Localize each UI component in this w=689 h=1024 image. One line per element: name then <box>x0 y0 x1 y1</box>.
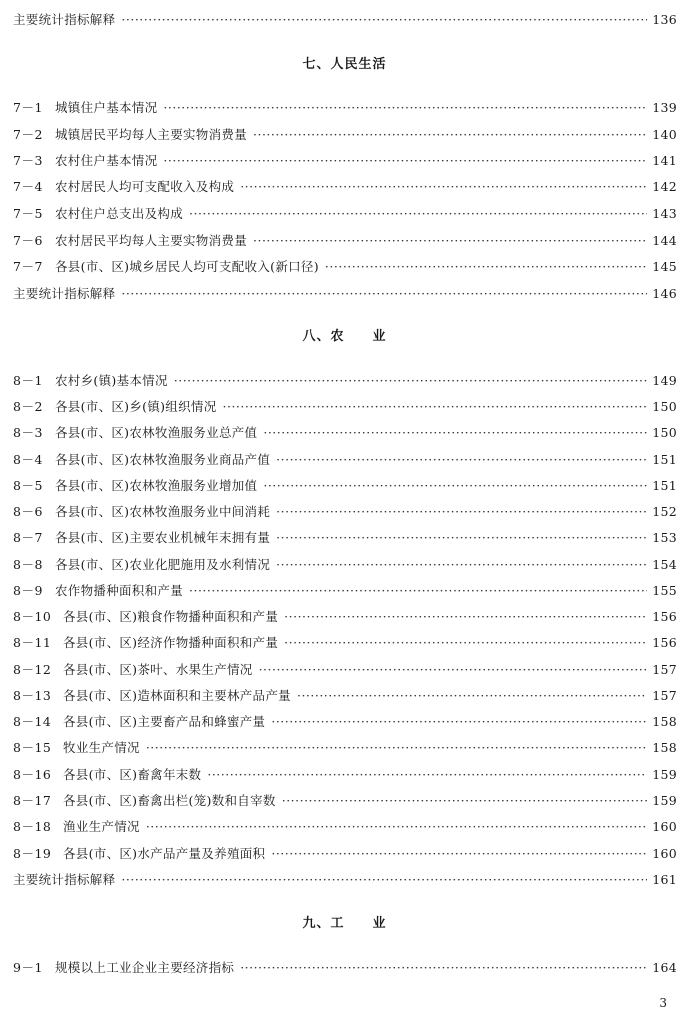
dot-leader <box>253 125 647 145</box>
toc-entry[interactable] <box>13 151 677 171</box>
toc-entry-number: 8－14 <box>13 714 52 729</box>
toc-entry-number: 7－7 <box>13 259 43 274</box>
toc-entry-number: 8－15 <box>13 740 52 755</box>
toc-entry-number: 8－11 <box>13 635 52 650</box>
toc-entry-title: 城镇住户基本情况 <box>55 100 158 115</box>
toc-entry-number: 8－17 <box>13 793 52 808</box>
dot-leader <box>282 791 647 811</box>
dot-leader <box>263 476 647 496</box>
toc-entry-title: 农村居民平均每人主要实物消费量 <box>55 233 248 248</box>
toc-entry-title: 各县(市、区)乡(镇)组织情况 <box>55 399 217 414</box>
toc-entry[interactable] <box>13 528 677 548</box>
dot-leader <box>284 633 647 653</box>
toc-entry-number: 8－4 <box>13 452 43 467</box>
toc-entry-number: 8－16 <box>13 767 52 782</box>
toc-entry-title: 农村居民人均可支配收入及构成 <box>55 179 235 194</box>
toc-entry-title: 农作物播种面积和产量 <box>55 583 184 598</box>
dot-leader <box>276 528 647 548</box>
dot-leader <box>297 686 647 706</box>
dot-leader <box>276 502 647 522</box>
toc-entry-title: 各县(市、区)粮食作物播种面积和产量 <box>63 609 279 624</box>
dot-leader <box>146 738 647 758</box>
toc-entry-page: 140 <box>652 127 677 142</box>
toc-entry-title: 城镇居民平均每人主要实物消费量 <box>55 127 248 142</box>
toc-entry-number: 8－12 <box>13 662 52 677</box>
toc-entry-page: 150 <box>652 399 677 414</box>
toc-entry[interactable] <box>13 581 677 601</box>
toc-entry-title: 各县(市、区)畜禽出栏(笼)数和自宰数 <box>63 793 276 808</box>
toc-entry-title: 规模以上工业企业主要经济指标 <box>55 960 235 975</box>
toc-entry[interactable] <box>13 607 677 627</box>
toc-entry-title: 各县(市、区)畜禽年末数 <box>63 767 202 782</box>
toc-entry-title: 渔业生产情况 <box>63 819 140 834</box>
toc-entry-title: 各县(市、区)主要畜产品和蜂蜜产量 <box>63 714 266 729</box>
toc-entry-page: 160 <box>652 819 677 834</box>
toc-entry-title: 各县(市、区)农林牧渔服务业商品产值 <box>55 452 271 467</box>
toc-entry-title: 牧业生产情况 <box>63 740 140 755</box>
toc-entry[interactable] <box>13 257 677 277</box>
toc-entry-number: 7－2 <box>13 127 43 142</box>
toc-entry-title: 主要统计指标解释 <box>13 12 116 27</box>
dot-leader <box>259 660 647 680</box>
toc-entry[interactable] <box>13 204 677 224</box>
toc-entry-page: 161 <box>652 872 677 887</box>
toc-entry[interactable] <box>13 397 677 417</box>
toc-entry-page: 164 <box>652 960 677 975</box>
section-heading: 八、农 业 <box>302 329 387 344</box>
toc-entry[interactable] <box>13 844 677 864</box>
toc-entry-page: 145 <box>652 259 677 274</box>
toc-entry[interactable] <box>13 125 677 145</box>
toc-entry-number: 8－18 <box>13 819 52 834</box>
dot-leader <box>121 284 647 304</box>
toc-entry[interactable] <box>13 712 677 732</box>
toc-entry[interactable] <box>13 791 677 811</box>
toc-entry-page: 144 <box>652 233 677 248</box>
toc-entry[interactable] <box>13 958 677 978</box>
toc-entry-page: 151 <box>652 478 677 493</box>
toc-entry[interactable] <box>13 371 677 391</box>
dot-leader <box>207 765 647 785</box>
toc-entry-number: 8－9 <box>13 583 43 598</box>
toc-entry-page: 141 <box>652 153 677 168</box>
dot-leader <box>163 151 647 171</box>
toc-entry[interactable] <box>13 10 677 30</box>
toc-entry-number: 8－10 <box>13 609 52 624</box>
toc-entry-page: 151 <box>652 452 677 467</box>
toc-entry-number: 8－7 <box>13 530 43 545</box>
toc-entry-page: 146 <box>652 286 677 301</box>
toc-entry[interactable] <box>13 476 677 496</box>
toc-entry-page: 136 <box>652 12 677 27</box>
toc-entry-number: 8－13 <box>13 688 52 703</box>
dot-leader <box>271 844 647 864</box>
toc-entry-page: 142 <box>652 179 677 194</box>
toc-entry-title: 各县(市、区)经济作物播种面积和产量 <box>63 635 279 650</box>
dot-leader <box>146 817 647 837</box>
dot-leader <box>189 204 647 224</box>
toc-entry[interactable] <box>13 738 677 758</box>
toc-entry-number: 8－3 <box>13 425 43 440</box>
page-number: 3 <box>659 996 667 1010</box>
toc-entry-number: 8－19 <box>13 846 52 861</box>
dot-leader <box>263 423 647 443</box>
toc-entry-page: 158 <box>652 714 677 729</box>
dot-leader <box>174 371 647 391</box>
toc-entry[interactable] <box>13 502 677 522</box>
toc-entry-page: 157 <box>652 662 677 677</box>
toc-entry-page: 160 <box>652 846 677 861</box>
toc-entry-title: 各县(市、区)农林牧渔服务业增加值 <box>55 478 258 493</box>
toc-entry-page: 159 <box>652 793 677 808</box>
toc-entry-title: 各县(市、区)城乡居民人均可支配收入(新口径) <box>55 259 319 274</box>
dot-leader <box>189 581 647 601</box>
toc-entry-page: 156 <box>652 635 677 650</box>
toc-entry[interactable] <box>13 660 677 680</box>
toc-entry-title: 各县(市、区)主要农业机械年末拥有量 <box>55 530 271 545</box>
dot-leader <box>276 450 647 470</box>
toc-entry-title: 各县(市、区)农林牧渔服务业中间消耗 <box>55 504 271 519</box>
toc-entry[interactable] <box>13 450 677 470</box>
dot-leader <box>240 958 647 978</box>
toc-entry-number: 8－8 <box>13 557 43 572</box>
toc-entry-number: 8－6 <box>13 504 43 519</box>
toc-entry-number: 7－1 <box>13 100 43 115</box>
toc-entry-page: 154 <box>652 557 677 572</box>
toc-entry-page: 157 <box>652 688 677 703</box>
toc-entry-title: 各县(市、区)农业化肥施用及水利情况 <box>55 557 271 572</box>
dot-leader <box>240 177 647 197</box>
toc-entry[interactable] <box>13 870 677 890</box>
dot-leader <box>284 607 647 627</box>
dot-leader <box>163 98 647 118</box>
toc-entry-page: 153 <box>652 530 677 545</box>
section-heading: 九、工 业 <box>302 916 387 931</box>
toc-entry-number: 9－1 <box>13 960 43 975</box>
toc-entry[interactable] <box>13 284 677 304</box>
dot-leader <box>121 870 647 890</box>
toc-entry-number: 7－3 <box>13 153 43 168</box>
toc-entry-number: 7－6 <box>13 233 43 248</box>
toc-entry-number: 8－2 <box>13 399 43 414</box>
toc-entry-page: 152 <box>652 504 677 519</box>
toc-entry-page: 159 <box>652 767 677 782</box>
toc-entry-number: 7－5 <box>13 206 43 221</box>
toc-entry-title: 农村住户总支出及构成 <box>55 206 184 221</box>
toc-entry-number: 7－4 <box>13 179 43 194</box>
dot-leader <box>271 712 647 732</box>
toc-entry-page: 149 <box>652 373 677 388</box>
toc-entry-page: 158 <box>652 740 677 755</box>
dot-leader <box>223 397 647 417</box>
toc-entry[interactable] <box>13 765 677 785</box>
toc-entry-title: 各县(市、区)造林面积和主要林产品产量 <box>63 688 291 703</box>
toc-entry[interactable] <box>13 423 677 443</box>
toc-entry-page: 150 <box>652 425 677 440</box>
toc-entry[interactable] <box>13 686 677 706</box>
toc-entry-title: 农村乡(镇)基本情况 <box>55 373 168 388</box>
toc-entry-number: 8－1 <box>13 373 43 388</box>
toc-entry-title: 各县(市、区)农林牧渔服务业总产值 <box>55 425 258 440</box>
section-heading: 七、人民生活 <box>302 57 387 72</box>
toc-entry-page: 155 <box>652 583 677 598</box>
toc-entry-title: 主要统计指标解释 <box>13 286 116 301</box>
toc-entry-number: 8－5 <box>13 478 43 493</box>
toc-entry-title: 农村住户基本情况 <box>55 153 158 168</box>
toc-entry[interactable] <box>13 817 677 837</box>
toc-entry[interactable] <box>13 633 677 653</box>
dot-leader <box>253 231 647 251</box>
toc-entry[interactable] <box>13 98 677 118</box>
toc-entry-page: 143 <box>652 206 677 221</box>
dot-leader <box>325 257 647 277</box>
toc-entry-title: 各县(市、区)茶叶、水果生产情况 <box>63 662 253 677</box>
toc-entry-page: 139 <box>652 100 677 115</box>
toc-entry-page: 156 <box>652 609 677 624</box>
toc-entry[interactable] <box>13 231 677 251</box>
toc-entry[interactable] <box>13 555 677 575</box>
toc-entry-title: 各县(市、区)水产品产量及养殖面积 <box>63 846 266 861</box>
toc-entry[interactable] <box>13 177 677 197</box>
toc-entry-title: 主要统计指标解释 <box>13 872 116 887</box>
dot-leader <box>121 10 647 30</box>
dot-leader <box>276 555 647 575</box>
